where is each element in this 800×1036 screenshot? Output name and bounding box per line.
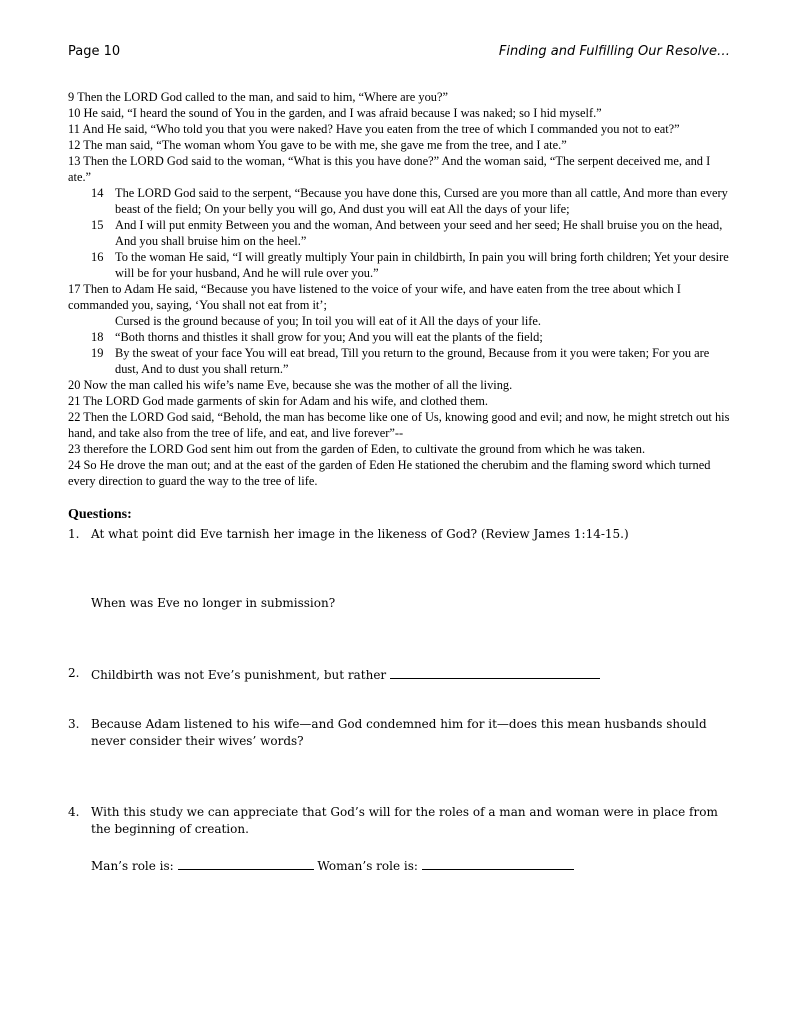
question-1-number: 1. (68, 527, 80, 541)
woman-role-blank[interactable] (422, 856, 574, 870)
question-1-subquestion: When was Eve no longer in submission? (91, 596, 336, 610)
verse-22: 22 Then the LORD God said, “Behold, the man has become like one of Us, knowing good and evil; and now, he might stretch out his hand, and take also from the tree of life, and eat, and live forever”-- (68, 410, 730, 440)
verse-16 (68, 249, 734, 281)
woman-role-label: Woman’s role is: (317, 859, 418, 873)
verse-14 (68, 185, 734, 217)
verse-12: 12 The man said, “The woman whom You gave to be with me, she gave me from the tree, and I ate.” (68, 138, 567, 152)
verse-20: 20 Now the man called his wife’s name Eve, because she was the mother of all the living. (68, 378, 513, 392)
verse-11: 11 And He said, “Who told you that you were naked? Have you eaten from the tree of which I commanded you not to eat?” (68, 122, 680, 136)
question-4-text: With this study we can appreciate that God’s will for the roles of a man and woman were in place from the beginning of creation. (91, 805, 718, 836)
verse-16-number: 16 (91, 250, 104, 264)
man-role-blank[interactable] (178, 856, 314, 870)
question-2 (68, 665, 728, 684)
question-4-number: 4. (68, 805, 80, 819)
verse-14-number: 14 (91, 186, 104, 200)
question-2-answer-blank[interactable] (390, 665, 600, 679)
verse-17: 17 Then to Adam He said, “Because you have listened to the voice of your wife, and have eaten from the tree about which I commanded you, saying, ‘You shall not eat from it’; (68, 282, 681, 312)
document-title: Finding and Fulfilling Our Resolve… (498, 44, 730, 59)
verse-15-number: 15 (91, 218, 104, 232)
verse-10: 10 He said, “I heard the sound of You in the garden, and I was afraid because I was naked; so I hid myself.” (68, 106, 602, 120)
verse-17-continued: Cursed is the ground because of you; In toil you will eat of it All the days of your life. (115, 314, 542, 328)
page-number: Page 10 (68, 44, 121, 59)
verse-15-text: And I will put enmity Between you and the woman, And between your seed and her seed; He shall bruise you on the head, And you shall bruise him on the heel.” (115, 218, 723, 248)
verse-21: 21 The LORD God made garments of skin for Adam and his wife, and clothed them. (68, 394, 488, 408)
verse-19-number: 19 (91, 346, 104, 360)
question-3-number: 3. (68, 717, 80, 731)
question-2-text: Childbirth was not Eve’s punishment, but rather (91, 668, 387, 682)
question-4-roles (91, 856, 574, 875)
question-2-number: 2. (68, 666, 80, 680)
verse-14-text: The LORD God said to the serpent, “Because you have done this, Cursed are you more than all cattle, And more than every beast of the field; On your belly you will go, And dust you will eat All the days of your life; (115, 186, 728, 216)
question-1 (68, 526, 728, 543)
page-header (68, 44, 730, 62)
man-role-label: Man’s role is: (91, 859, 174, 873)
verse-19-text: By the sweat of your face You will eat bread, Till you return to the ground, Because from it you were taken; For you are dust, And to dust you shall return.” (115, 346, 710, 376)
question-3 (68, 716, 728, 750)
verse-16-text: To the woman He said, “I will greatly multiply Your pain in childbirth, In pain you will bring forth children; Yet your desire will be for your husband, And he will rule over you.” (115, 250, 729, 280)
verse-18-text: “Both thorns and thistles it shall grow for you; And you will eat the plants of the field; (115, 330, 543, 344)
questions-heading: Questions: (68, 507, 132, 522)
verse-18-number: 18 (91, 330, 104, 344)
verse-24: 24 So He drove the man out; and at the east of the garden of Eden He stationed the cherubim and the flaming sword which turned every direction to guard the way to the tree of life. (68, 458, 711, 488)
verse-9: 9 Then the LORD God called to the man, and said to him, “Where are you?” (68, 90, 448, 104)
verse-23: 23 therefore the LORD God sent him out from the garden of Eden, to cultivate the ground from which he was taken. (68, 442, 646, 456)
verse-13: 13 Then the LORD God said to the woman, “What is this you have done?” And the woman said, “The serpent deceived me, and I ate.” (68, 154, 711, 184)
question-1-text: At what point did Eve tarnish her image in the likeness of God? (Review James 1:14-15.) (91, 527, 629, 541)
scripture-passage (68, 89, 734, 489)
verse-19 (68, 345, 734, 377)
question-4 (68, 804, 728, 838)
question-3-text: Because Adam listened to his wife—and God condemned him for it—does this mean husbands should never consider their wives’ words? (91, 717, 707, 748)
verse-15 (68, 217, 734, 249)
verse-18 (68, 329, 734, 345)
